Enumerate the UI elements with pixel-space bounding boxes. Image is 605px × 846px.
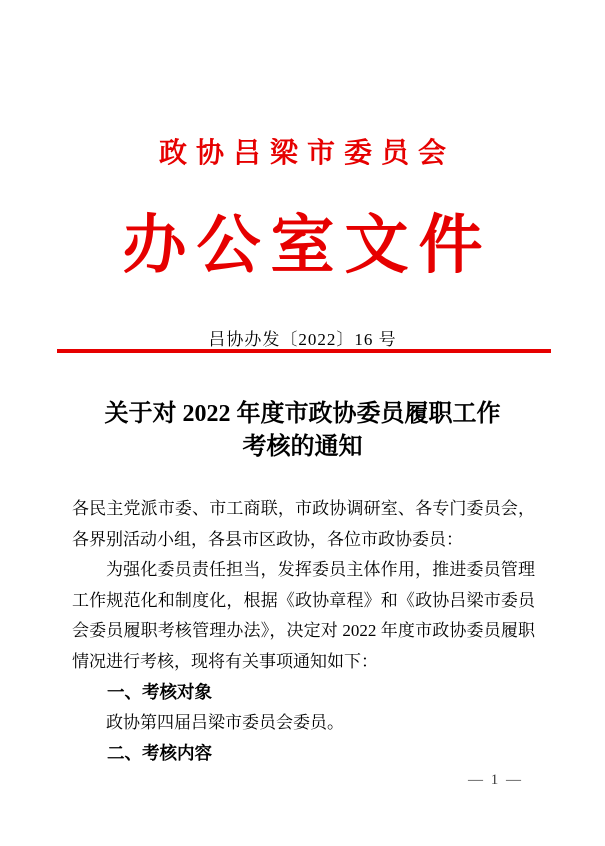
document-body: [72, 494, 535, 769]
document-title-line-2: 考核的通知: [242, 434, 363, 460]
document-title: [0, 398, 605, 464]
red-divider-line: [57, 349, 551, 353]
document-title-line-1: 关于对 2022 年度市政协委员履职工作: [104, 401, 501, 427]
salutation: 各民主党派市委、市工商联，市政协调研室、各专门委员会，各界别活动小组，各县市区政协，各位市政协委员：: [72, 499, 535, 549]
section-1-text: 政协第四届吕梁市委员会委员。: [106, 712, 344, 732]
header-doc-type: 办公室文件: [122, 210, 493, 281]
header-org-name: 政协吕梁市委员会: [158, 138, 455, 169]
page-number: — 1 —: [468, 772, 523, 788]
doc-number: 吕协办发〔2022〕16 号: [208, 330, 397, 349]
section-1-heading: 一、考核对象: [107, 682, 212, 702]
section-2-heading: 二、考核内容: [107, 743, 212, 763]
intro-paragraph: 为强化委员责任担当，发挥委员主体作用，推进委员管理工作规范化和制度化，根据《政协章程》和《政协吕梁市委员会委员履职考核管理办法》，决定对 2022 年度市政协委员履职情况进行考核，现将有关事项通知如下：: [72, 560, 535, 671]
